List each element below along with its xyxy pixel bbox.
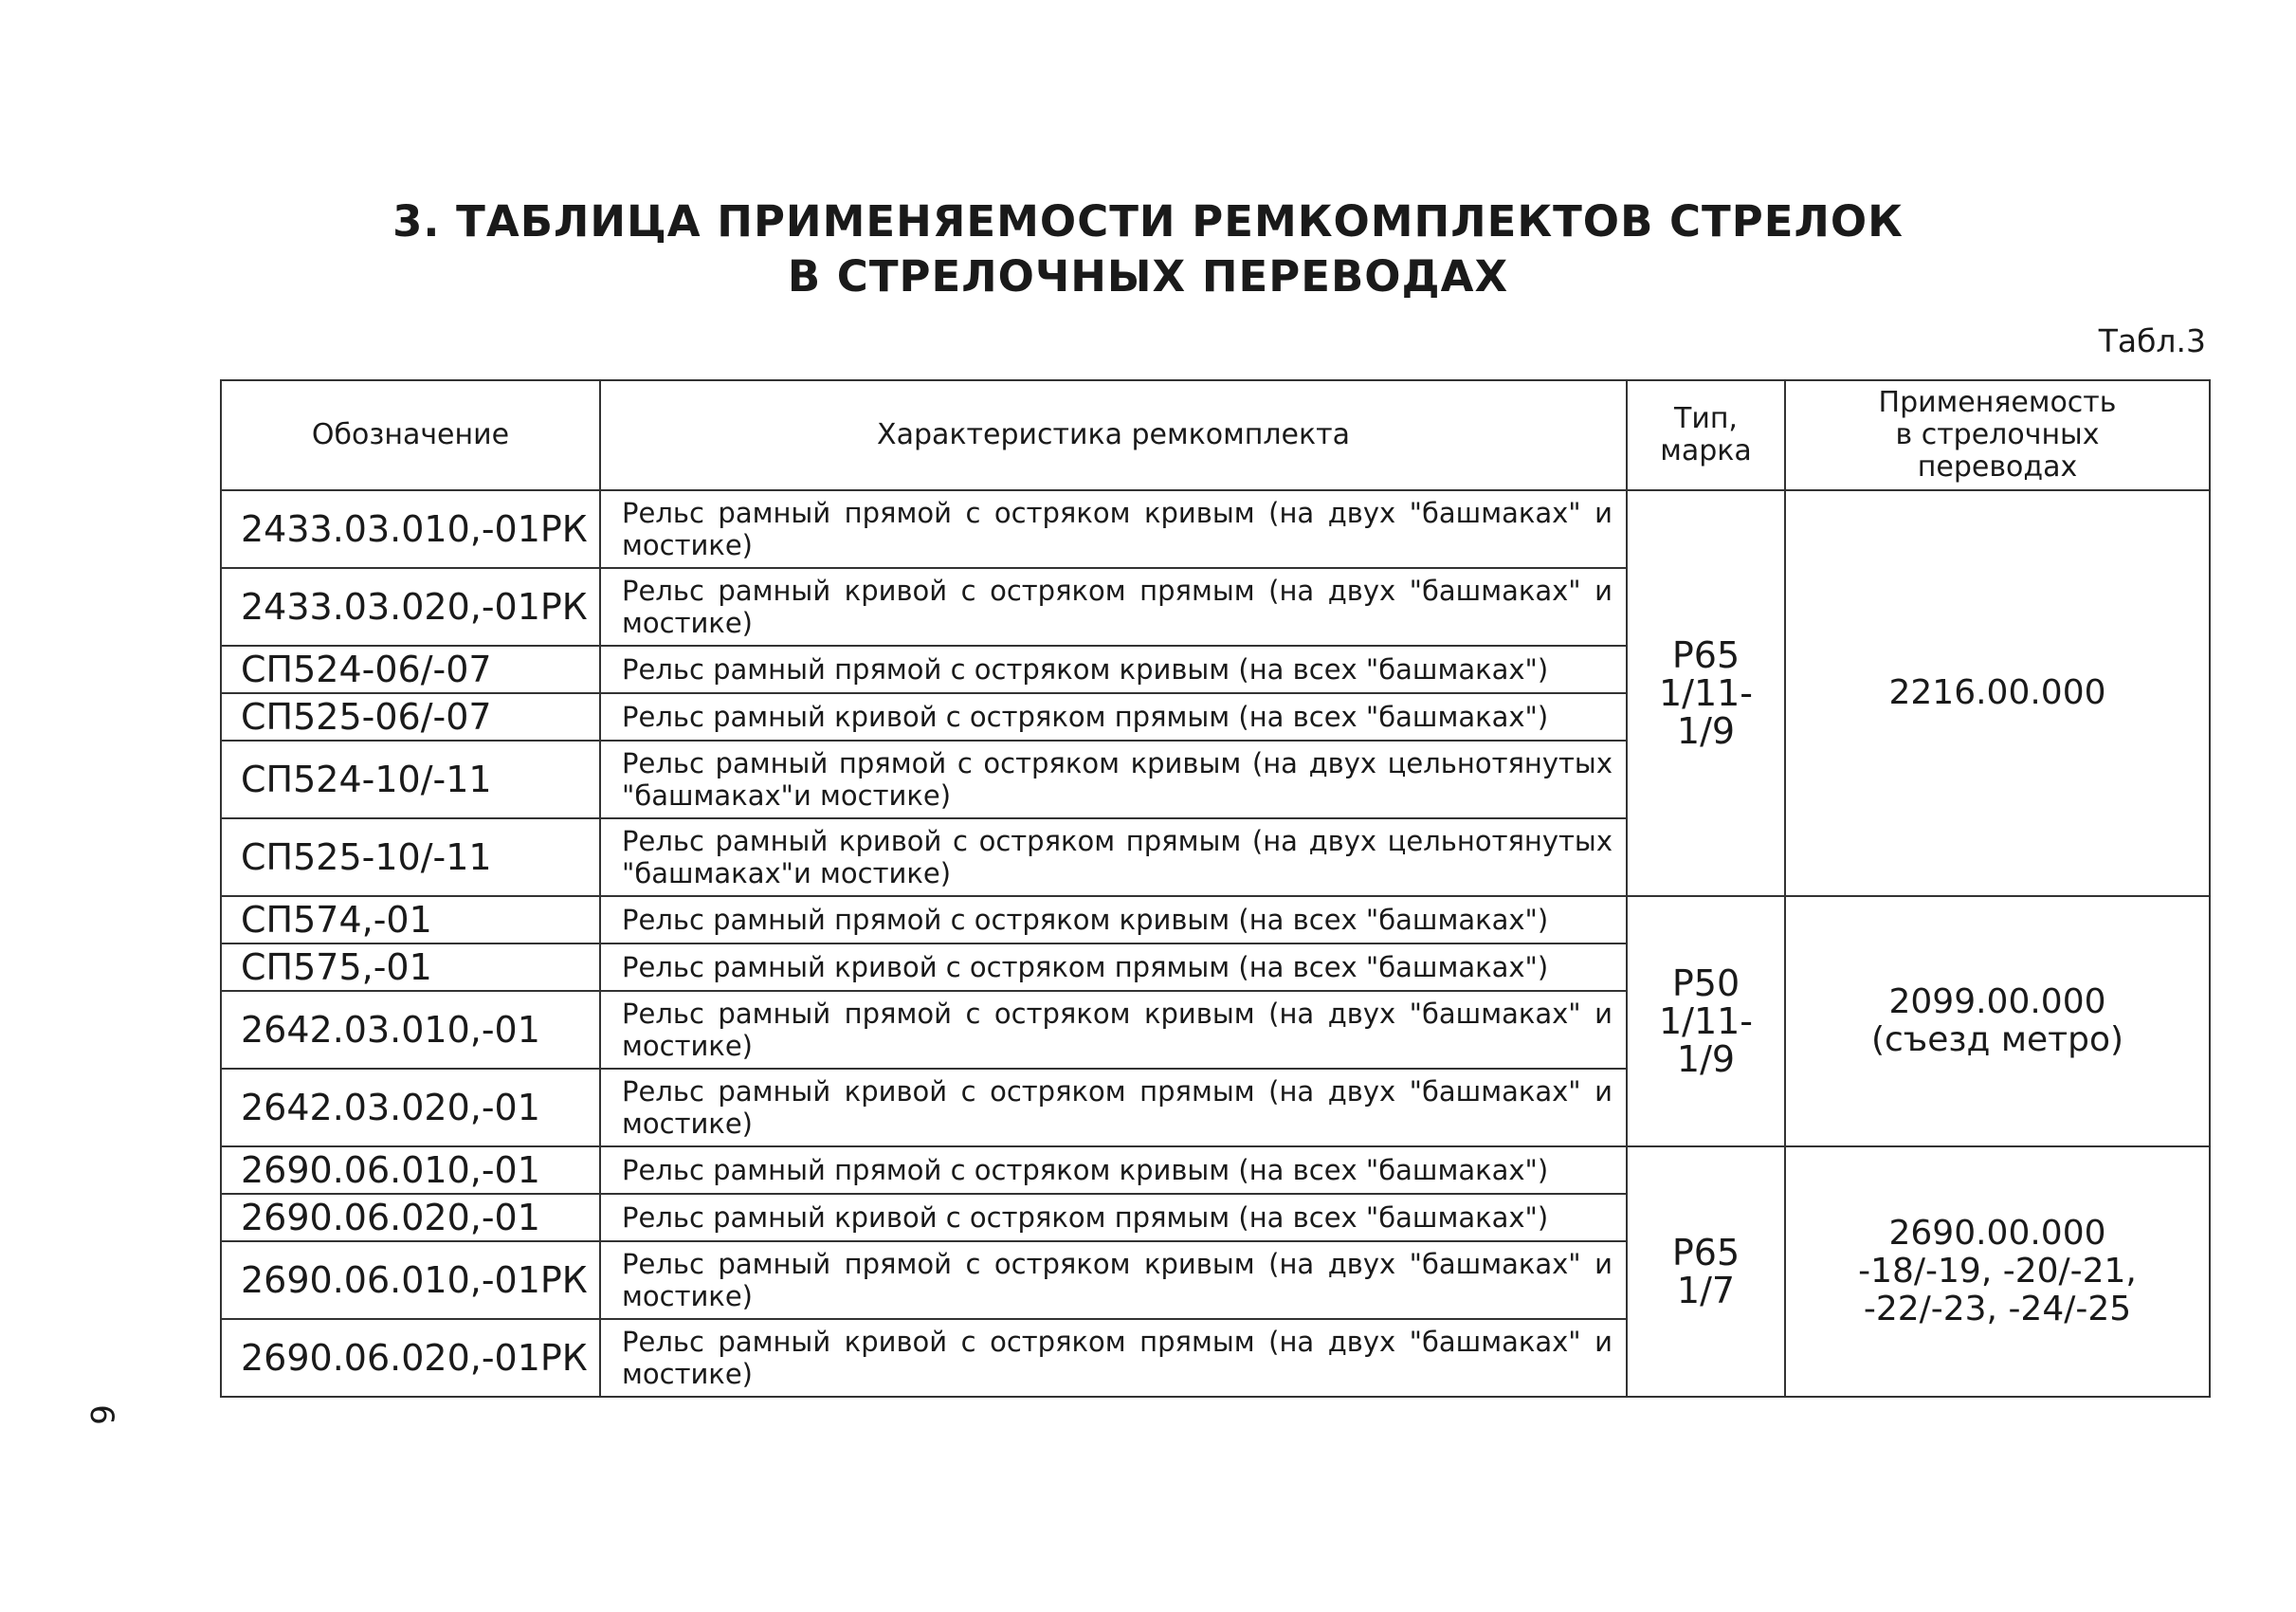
header-row — [221, 380, 2210, 490]
header-usage-line: переводах — [1917, 450, 2078, 484]
type-line: 1/9 — [1676, 1038, 1736, 1080]
characteristic-cell: Рельс рамный прямой с остряком кривым (на двух цельнотянутых "башмаках"и мостике) — [600, 741, 1627, 818]
usage-line: 2216.00.000 — [1888, 673, 2106, 712]
characteristic-cell: Рельс рамный кривой с остряком прямым (на всех "башмаках") — [600, 1194, 1627, 1241]
usage-line: -18/-19, -20/-21, — [1858, 1252, 2137, 1291]
header-usage-line: Применяемость — [1878, 386, 2117, 419]
designation-cell: 2642.03.020,-01 — [221, 1069, 600, 1146]
usage-line: -22/-23, -24/-25 — [1863, 1290, 2132, 1328]
characteristic-cell: Рельс рамный кривой с остряком прямым (на всех "башмаках") — [600, 943, 1627, 991]
designation-cell: СП525-10/-11 — [221, 818, 600, 896]
designation-cell: СП574,-01 — [221, 896, 600, 943]
table-row — [221, 490, 2210, 568]
page-number: 6 — [82, 1404, 120, 1425]
characteristic-cell: Рельс рамный кривой с остряком прямым (на двух "башмаках" и мостике) — [600, 568, 1627, 646]
title-line-1: 3. ТАБЛИЦА ПРИМЕНЯЕМОСТИ РЕМКОМПЛЕКТОВ СТРЕЛОК — [392, 196, 1904, 247]
designation-cell: 2690.06.010,-01РК — [221, 1241, 600, 1319]
type-line: Р50 — [1671, 962, 1740, 1004]
header-usage-line: в стрелочных — [1895, 418, 2100, 451]
characteristic-cell: Рельс рамный прямой с остряком кривым (на двух "башмаках" и мостике) — [600, 991, 1627, 1069]
designation-cell: 2433.03.020,-01РК — [221, 568, 600, 646]
designation-cell: 2690.06.020,-01 — [221, 1194, 600, 1241]
table-row — [221, 896, 2210, 943]
designation-cell: 2690.06.020,-01РК — [221, 1319, 600, 1397]
header-type-line: марка — [1660, 434, 1752, 467]
table-row — [221, 1146, 2210, 1194]
table-label: Табл.3 — [2098, 322, 2206, 359]
usage-line: (съезд метро) — [1870, 1020, 2124, 1059]
type-cell — [1627, 490, 1785, 896]
type-line: 1/11- — [1658, 1000, 1754, 1042]
designation-cell: 2690.06.010,-01 — [221, 1146, 600, 1194]
type-line: 1/11- — [1658, 672, 1754, 714]
characteristic-cell: Рельс рамный кривой с остряком прямым (на двух "башмаках" и мостике) — [600, 1319, 1627, 1397]
applicability-table — [220, 379, 2211, 1398]
characteristic-cell: Рельс рамный кривой с остряком прямым (на всех "башмаках") — [600, 693, 1627, 741]
type-line: 1/9 — [1676, 710, 1736, 752]
type-line: Р65 — [1671, 634, 1740, 676]
characteristic-cell: Рельс рамный кривой с остряком прямым (на двух "башмаках" и мостике) — [600, 1069, 1627, 1146]
usage-cell — [1785, 1146, 2210, 1397]
page-title — [0, 194, 2296, 304]
characteristic-cell: Рельс рамный прямой с остряком кривым (на всех "башмаках") — [600, 896, 1627, 943]
type-cell — [1627, 896, 1785, 1146]
characteristic-cell: Рельс рамный прямой с остряком кривым (на двух "башмаках" и мостике) — [600, 1241, 1627, 1319]
header-designation: Обозначение — [221, 380, 600, 490]
designation-cell: СП524-10/-11 — [221, 741, 600, 818]
usage-cell — [1785, 490, 2210, 896]
header-type — [1627, 380, 1785, 490]
header-characteristic: Характеристика ремкомплекта — [600, 380, 1627, 490]
characteristic-cell: Рельс рамный прямой с остряком кривым (на всех "башмаках") — [600, 1146, 1627, 1194]
designation-cell: СП525-06/-07 — [221, 693, 600, 741]
usage-line: 2690.00.000 — [1888, 1214, 2106, 1253]
designation-cell: СП524-06/-07 — [221, 646, 600, 693]
header-usage — [1785, 380, 2210, 490]
type-cell — [1627, 1146, 1785, 1397]
title-line-2: В СТРЕЛОЧНЫХ ПЕРЕВОДАХ — [787, 251, 1509, 302]
characteristic-cell: Рельс рамный прямой с остряком кривым (на двух "башмаках" и мостике) — [600, 490, 1627, 568]
type-line: Р65 — [1671, 1232, 1740, 1273]
usage-line: 2099.00.000 — [1888, 982, 2106, 1021]
header-type-line: Тип, — [1674, 402, 1738, 435]
usage-cell — [1785, 896, 2210, 1146]
designation-cell: СП575,-01 — [221, 943, 600, 991]
characteristic-cell: Рельс рамный кривой с остряком прямым (на двух цельнотянутых "башмаках"и мостике) — [600, 818, 1627, 896]
designation-cell: 2642.03.010,-01 — [221, 991, 600, 1069]
type-line: 1/7 — [1676, 1270, 1736, 1311]
designation-cell: 2433.03.010,-01РК — [221, 490, 600, 568]
characteristic-cell: Рельс рамный прямой с остряком кривым (на всех "башмаках") — [600, 646, 1627, 693]
